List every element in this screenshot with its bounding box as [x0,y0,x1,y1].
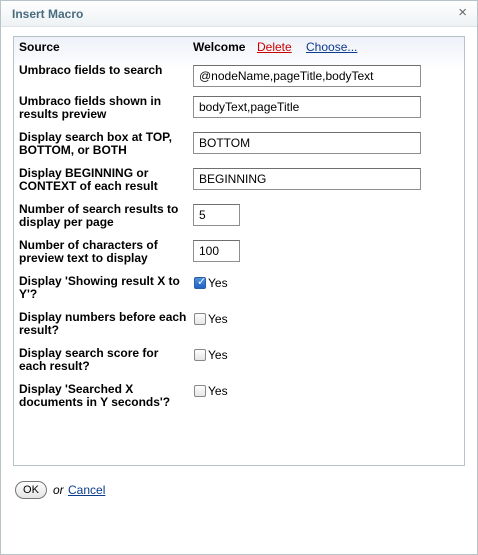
preview-chars-input[interactable] [193,240,240,262]
close-icon[interactable]: × [458,4,467,21]
field-label-fields-to-search: Umbraco fields to search [19,63,163,77]
search-score-yes-label: Yes [208,348,228,362]
checkbox-label-showing-result: Display 'Showing result X to Y'? [19,274,180,301]
results-per-page-input[interactable] [193,204,240,226]
or-text: or [53,483,64,497]
searched-documents-option[interactable] [194,384,228,398]
field-label-result-display: Display BEGINNING or CONTEXT of each result [19,166,158,193]
result-display-input[interactable] [193,168,421,190]
showing-result-yes-label: Yes [208,276,228,290]
showing-result-option[interactable] [194,276,228,290]
field-label-fields-shown: Umbraco fields shown in results preview [19,94,162,121]
checkmark-icon: ✓ [197,276,207,288]
dialog-title: Insert Macro [12,7,84,21]
numbers-yes-label: Yes [208,312,228,326]
showing-result-checkbox[interactable] [194,277,206,289]
delete-link[interactable]: Delete [257,40,292,54]
field-label-results-per-page: Number of search results to display per page [19,202,179,229]
checkbox-label-numbers: Display numbers before each result? [19,310,187,337]
checkbox-label-searched-documents: Display 'Searched X documents in Y seconds'? [19,382,171,409]
fields-to-search-input[interactable] [193,65,421,87]
ok-button[interactable]: OK [15,481,47,499]
checkbox-label-search-score: Display search score for each result? [19,346,159,373]
field-label-preview-chars: Number of characters of preview text to display [19,238,158,265]
searched-documents-checkbox[interactable] [194,385,206,397]
numbers-checkbox[interactable] [194,313,206,325]
dialog-titlebar [1,1,477,27]
cancel-link[interactable]: Cancel [68,483,106,497]
search-box-position-input[interactable] [193,132,421,154]
search-score-option[interactable] [194,348,228,362]
numbers-option[interactable] [194,312,228,326]
choose-link[interactable]: Choose... [306,40,358,54]
source-name: Welcome [193,40,246,54]
searched-documents-yes-label: Yes [208,384,228,398]
search-score-checkbox[interactable] [194,349,206,361]
source-label: Source [19,40,60,54]
field-label-search-box-position: Display search box at TOP, BOTTOM, or BOTH [19,130,172,157]
fields-shown-input[interactable] [193,96,421,118]
